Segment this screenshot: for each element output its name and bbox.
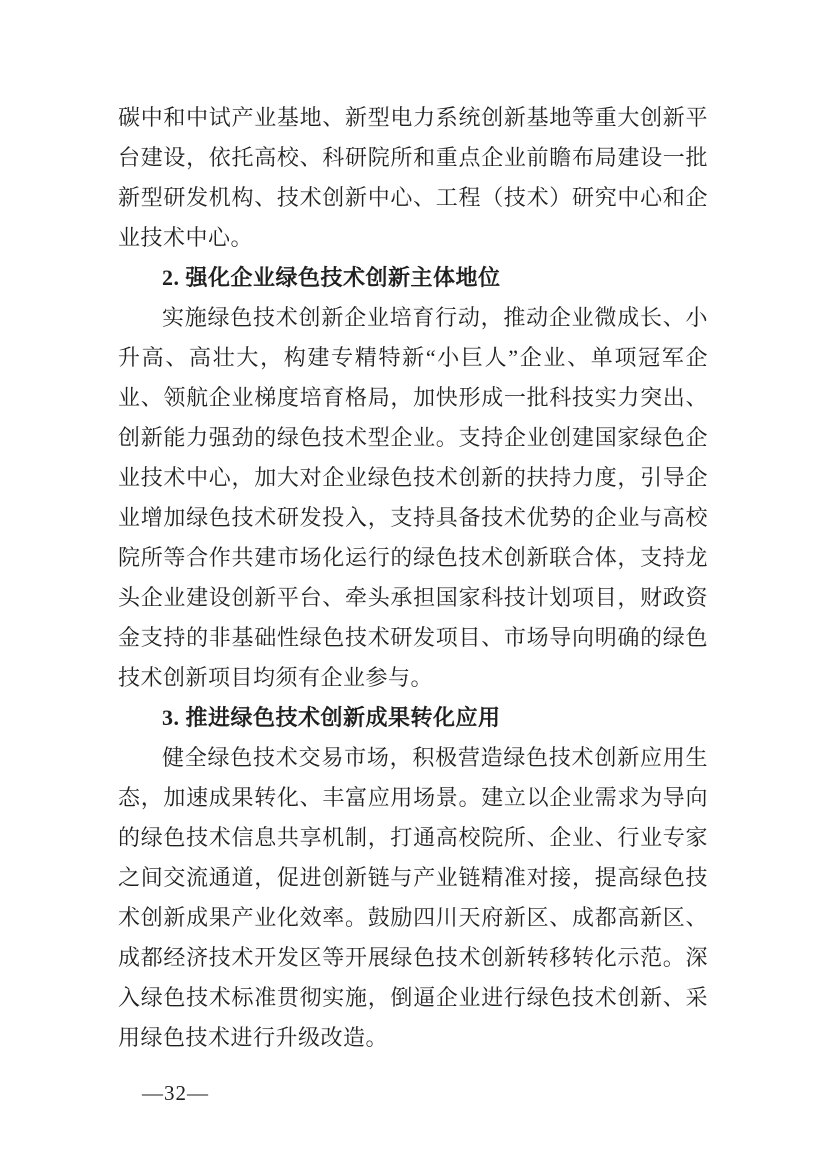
paragraph-section-3: 健全绿色技术交易市场，积极营造绿色技术创新应用生态，加速成果转化、丰富应用场景。建立以企业需求为导向的绿色技术信息共享机制，打通高校院所、企业、行业专家之间交流通道，促进创新链与产业链精准对接，提高绿色技术创新成果产业化效率。鼓励四川天府新区、成都高新区、成都经济技术开发区等开展绿色技术创新转移转化示范。深入绿色技术标准贯彻实施，倒逼企业进行绿色技术创新、采用绿色技术进行升级改造。 [118,745,708,1050]
paragraph-continuation: 碳中和中试产业基地、新型电力系统创新基地等重大创新平台建设，依托高校、科研院所和重点企业前瞻布局建设一批新型研发机构、技术创新中心、工程（技术）研究中心和企业技术中心。 [118,105,708,250]
paragraph-section-2: 实施绿色技术创新企业培育行动，推动企业微成长、小升高、高壮大，构建专精特新“小巨人”企业、单项冠军企业、领航企业梯度培育格局，加快形成一批科技实力突出、创新能力强劲的绿色技术型企业。支持企业创建国家绿色企业技术中心，加大对企业绿色技术创新的扶持力度，引导企业增加绿色技术研发投入，支持具备技术优势的企业与高校院所等合作共建市场化运行的绿色技术创新联合体，支持龙头企业建设创新平台、牵头承担国家科技计划项目，财政资金支持的非基础性绿色技术研发项目、市场导向明确的绿色技术创新项目均须有企业参与。 [118,305,708,690]
document-body [118,98,708,1058]
section-heading-2: 2. 强化企业绿色技术创新主体地位 [162,265,501,290]
section-heading-3: 3. 推进绿色技术创新成果转化应用 [162,705,501,730]
page-number: —32— [142,1081,209,1105]
